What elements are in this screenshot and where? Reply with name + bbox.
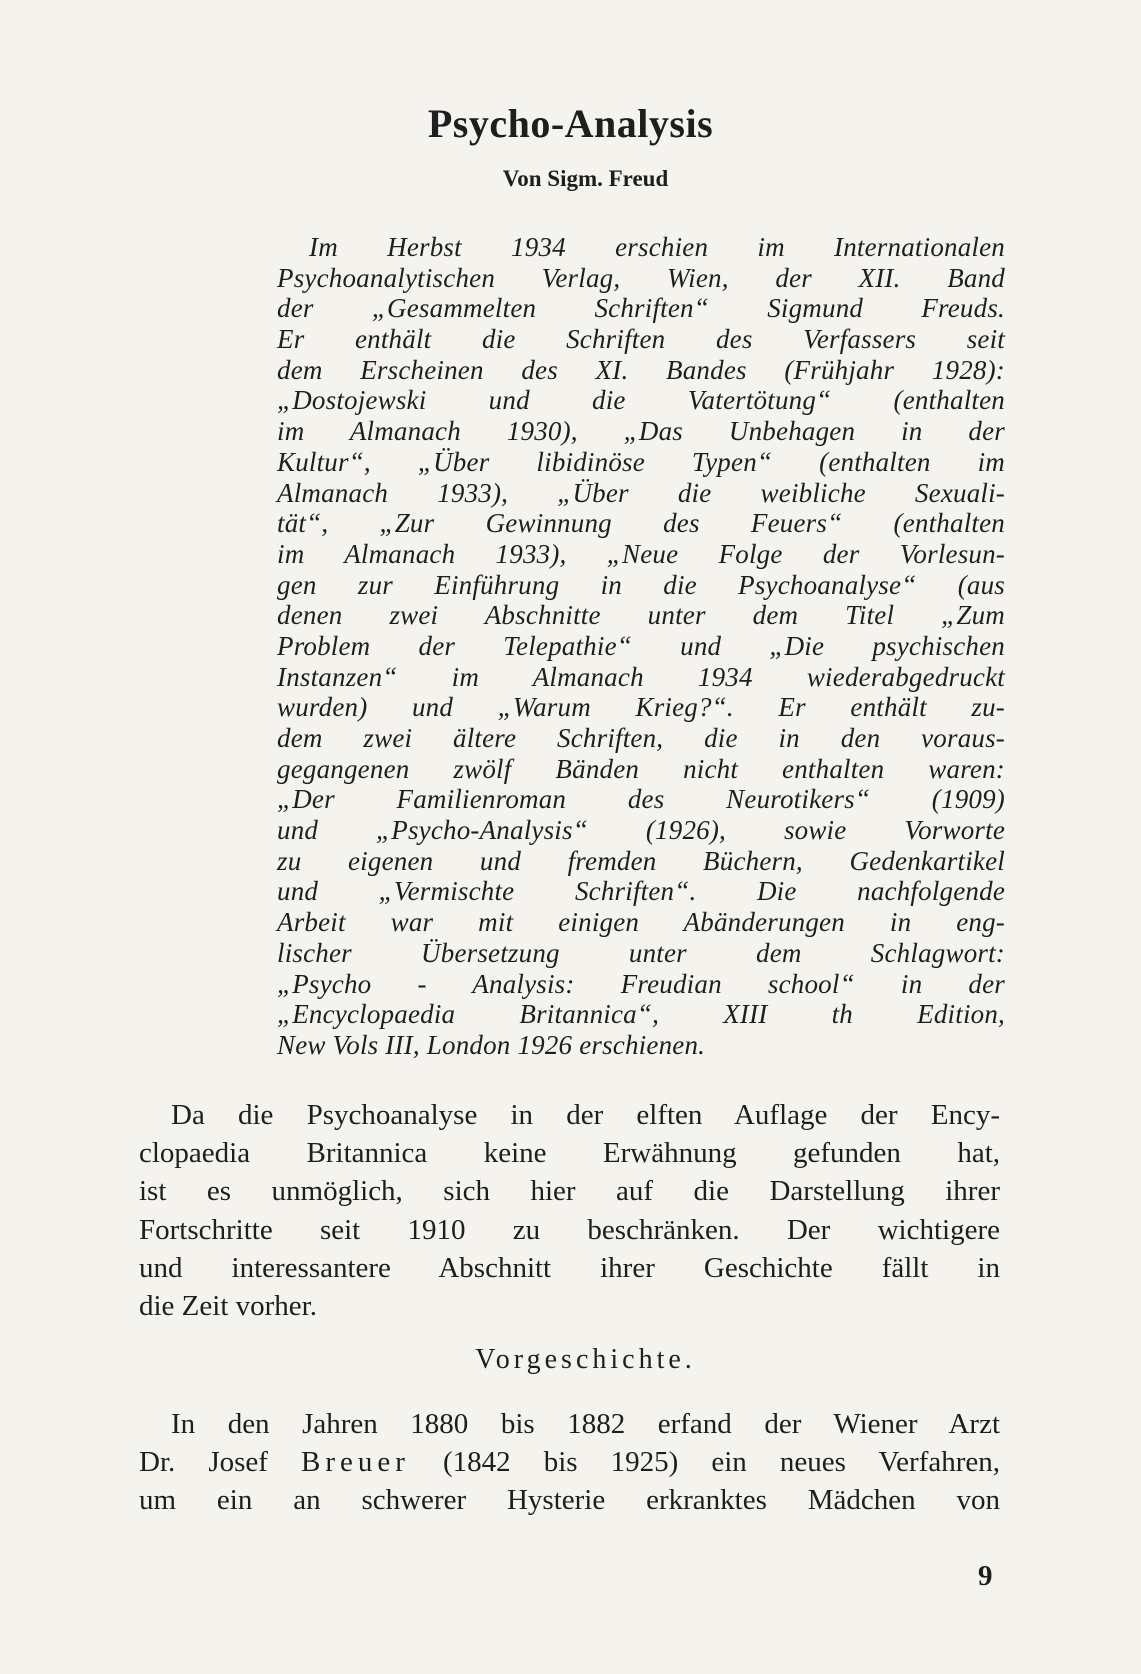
author-byline: Von Sigm. Freud	[502, 166, 669, 191]
text-line: Almanach 1933), „Über die weibliche Sexuali-	[277, 477, 1005, 508]
text-line: Problem der Telepathie“ und „Die psychischen	[277, 630, 1005, 661]
text-line: im Almanach 1933), „Neue Folge der Vorlesun-	[277, 538, 1005, 569]
text-line: Er enthält die Schriften des Verfassers seit	[277, 324, 1005, 355]
text-line: „Encyclopaedia Britannica“, XIII th Edition,	[277, 999, 1005, 1030]
text-line: gegangenen zwölf Bänden nicht enthalten waren:	[277, 753, 1005, 784]
text-line: um ein an schwerer Hysterie erkranktes Mädchen von	[139, 1484, 1000, 1517]
text-line: denen zwei Abschnitte unter dem Titel „Zum	[277, 600, 1005, 631]
text-line: Im Herbst 1934 erschien im Internationalen	[309, 232, 1005, 262]
text-line: im Almanach 1930), „Das Unbehagen in der	[277, 416, 1005, 447]
article-title: Psycho-Analysis	[427, 101, 714, 146]
spaced-name: Breuer	[301, 1446, 410, 1479]
text-line: dem Erscheinen des XI. Bandes (Frühjahr 1928):	[277, 354, 1005, 385]
paragraph-vorgeschichte	[139, 1405, 1000, 1520]
text-line: zu eigenen und fremden Büchern, Gedenkartikel	[277, 845, 1005, 876]
text-span: (1842 bis 1925) ein neues Verfahren,	[443, 1446, 1001, 1479]
text-line: tät“, „Zur Gewinnung des Feuers“ (enthalten	[277, 508, 1005, 539]
text-line: dem zwei ältere Schriften, die in den voraus-	[277, 723, 1005, 753]
text-line: die Zeit vorher.	[139, 1289, 317, 1322]
text-line: ist es unmöglich, sich hier auf die Darstellung ihrer	[139, 1175, 1000, 1208]
paragraph-intro	[139, 1096, 1000, 1325]
text-line: Da die Psychoanalyse in der elften Auflage der Ency-	[171, 1099, 1000, 1131]
text-line: Kultur“, „Über libidinöse Typen“ (enthalten im	[277, 446, 1005, 477]
text-line: Psychoanalytischen Verlag, Wien, der XII. Band	[277, 262, 1005, 293]
text-line: Fortschritte seit 1910 zu beschränken. Der wichtigere	[139, 1213, 1000, 1246]
text-line: der „Gesammelten Schriften“ Sigmund Freuds.	[277, 293, 1005, 324]
text-line: lischer Übersetzung unter dem Schlagwort:	[277, 937, 1005, 968]
text-line: und „Vermischte Schriften“. Die nachfolgende	[277, 876, 1005, 907]
text-line	[139, 1443, 1000, 1481]
text-line: wurden) und „Warum Krieg?“. Er enthält zu-	[277, 692, 1005, 723]
text-line: clopaedia Britannica keine Erwähnung gefunden hat,	[139, 1137, 1000, 1170]
section-heading: Vorgeschichte.	[475, 1344, 696, 1375]
text-line: und „Psycho-Analysis“ (1926), sowie Vorworte	[277, 815, 1005, 846]
text-line: Instanzen“ im Almanach 1934 wiederabgedruckt	[277, 661, 1005, 692]
text-line: und interessantere Abschnitt ihrer Geschichte fällt in	[139, 1251, 1000, 1284]
text-line: „Dostojewski und die Vatertötung“ (enthalten	[277, 385, 1005, 416]
text-span: Dr. Josef	[139, 1446, 268, 1479]
editorial-note	[277, 232, 1005, 1061]
text-line: New Vols III, London 1926 erschienen.	[277, 1029, 706, 1060]
text-line: gen zur Einführung in die Psychoanalyse“ (aus	[277, 569, 1005, 600]
text-line: „Der Familienroman des Neurotikers“ (1909)	[277, 784, 1005, 815]
page-number: 9	[978, 1560, 993, 1592]
text-line: „Psycho - Analysis: Freudian school“ in der	[277, 968, 1005, 999]
text-line: In den Jahren 1880 bis 1882 erfand der Wiener Arzt	[171, 1408, 1000, 1440]
text-line: Arbeit war mit einigen Abänderungen in eng-	[277, 907, 1005, 938]
